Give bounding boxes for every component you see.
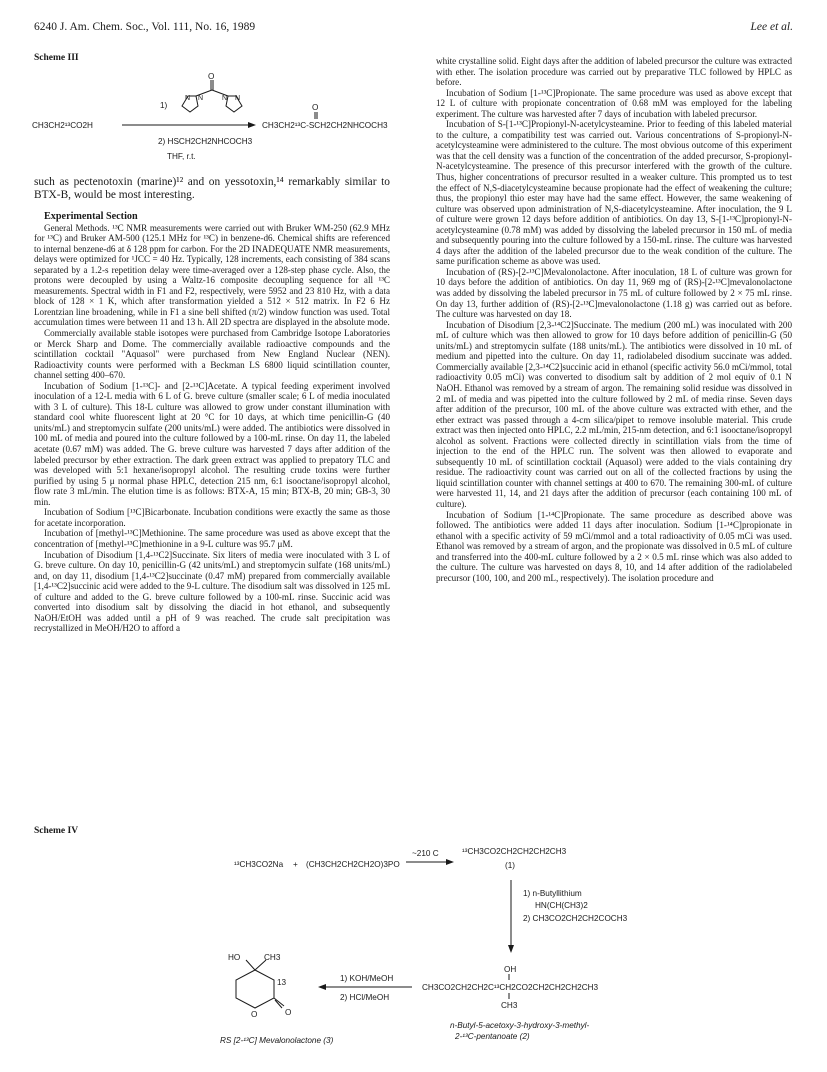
scheme4-temp: ~210 C bbox=[412, 849, 439, 858]
scheme4-o-carbonyl: O bbox=[285, 1008, 292, 1017]
scheme3-step2: 2) HSCH2CH2NHCOCH3 bbox=[158, 137, 253, 146]
succinate-paragraph: Incubation of Disodium [1,4-¹³C2]Succinate. Six liters of media were inoculated with 3 L of G. breve culture. On day 10, penicillin-G (42 units/mL) and streptomycin sulfate (168 units/mL) and, on day 11, disodium [1,4-¹³C2]succinate (0.47 mM) prepared from commercially available [1,4-¹³C2]succinic acid were added to the 9-L culture. The disodium salt was dissolved in 125 mL of culture and added to the G. breve culture followed by a 100-mL rinse. Succinic acid was converted into disodium salt by dissolving the diacid in hot ethanol, and subsequently NaOH/EtOH was added until a pH of 9 was reached. The crude salt precipitation was recrystallized in MeOH/H2O to afford a bbox=[34, 549, 390, 634]
scheme4-ho: HO bbox=[228, 953, 241, 962]
scheme-3-diagram bbox=[30, 68, 400, 168]
scheme4-rev2: 2) HCl/MeOH bbox=[340, 993, 390, 1002]
svg-text:N: N bbox=[222, 95, 228, 102]
scheme4-step1b: HN(CH(CH3)2 bbox=[535, 901, 588, 910]
scheme-3-label: Scheme III bbox=[34, 53, 79, 63]
scheme4-o-ring: O bbox=[251, 1010, 258, 1019]
scheme4-step2: 2) CH3CO2CH2CH2COCH3 bbox=[523, 914, 628, 923]
left-column bbox=[34, 170, 390, 634]
right-column bbox=[436, 56, 792, 583]
author-header: Lee et al. bbox=[750, 21, 793, 33]
scheme4-step1: 1) n-Butyllithium bbox=[523, 889, 582, 898]
scheme4-product2-name: n-Butyl-5-acetoxy-3-hydroxy-3-methyl- bbox=[450, 1021, 590, 1030]
scheme-4-diagram bbox=[150, 840, 810, 1055]
arrow-head-icon bbox=[508, 945, 514, 953]
svg-text:N: N bbox=[185, 95, 191, 102]
scheme3-product: CH3CH2¹³C-SCH2CH2NHCOCH3 bbox=[262, 121, 388, 130]
scheme4-reagent-a: ¹³CH3CO2Na bbox=[234, 860, 284, 869]
scheme4-oh: OH bbox=[504, 965, 517, 974]
scheme3-step3: THF, r.t. bbox=[167, 152, 196, 161]
arrow-head-icon bbox=[446, 859, 454, 865]
scheme4-product1-num: (1) bbox=[505, 861, 516, 870]
arrow-head-icon bbox=[248, 122, 256, 128]
c14-propionate-paragraph: Incubation of Sodium [1-¹⁴C]Propionate. The same procedure as described above was followed. The antibiotics were added 11 days after inoculation. Sodium [1-¹⁴C]propionate in ethanol with a specific activity of 59 mCi/mmol and a total radioactivity of 0.05 mCi was used. Ethanol was removed by a stream of argon, and the propionate was dissolved in 0.5 mL of culture and transferred into the 400-mL culture followed by a 2 × 0.5 mL rinse which was also added to the culture. The culture was harvested on days 8, 10, and 14 after addition of the radiolabeled precursor (100, 100, and 200 mL, respectively). The isolation procedure and bbox=[436, 509, 792, 583]
c14-succinate-paragraph: Incubation of Disodium [2,3-¹⁴C2]Succinate. The medium (200 mL) was inoculated with 200 mL of culture which was then allowed to grow for 10 days before addition of penicillin-G (50 units/mL) and streptomycin sulfate (188 units/mL). The antibiotics were dissolved in 10 mL of medium and pipetted into the culture. On day 11, radiolabeled disodium succinate was added. Commercially available [2,3-¹⁴C2]succinic acid in ethanol (specific activity 56.0 mCi/mmol, total radioactivity 0.05 mCi) was converted to disodium salt by addition of 2 mol equiv of 0.1 N NaOH. Ethanol was removed by a stream of argon. The remaining solid residue was dissolved in 2 mL of media and was pipetted into the culture followed by 2 mL of media rinse. Seven days after addition of the precursor, 100 mL of the above culture was extracted with ether, and the ether extract was passed through a 4-cm silica/pipet to remove insoluble material. This crude extract was then injected onto HPLC, 2.2 mL/min, 215-nm detection, and 6:1 isooctane/isopropyl alcohol as solvent. Fractions were collected directly in scintillation vials from the time of injection to the end of the HPLC run. The solvent was then allowed to evaporate and subsequently 10 mL of scintillation cocktail (Aquasol) were added to the vials containing dry residue. The radioactivity count was carried out on all of the collected fractions by using the liquid scintillation counter with channel settings at 400 to 670. The remaining 300-mL of culture were harvested 11, 14, and 21 days after the addition of precursor (each containing 100 mL of culture). bbox=[436, 319, 792, 509]
svg-text:O: O bbox=[312, 103, 319, 112]
propionate-paragraph: Incubation of Sodium [1-¹³C]Propionate. The same procedure was used as above except that 12 L of culture with propionate concentration of 0.68 mM was employed for the labeling experiment. The culture was harvested after 7 days of incubation with labeled precursor. bbox=[436, 87, 792, 119]
svg-text:N: N bbox=[198, 95, 204, 102]
carbonyldiimidazole-structure bbox=[182, 80, 242, 112]
continuation-paragraph: white crystalline solid. Eight days after the addition of labeled precursor the culture was extracted with ether. The isolation procedure was carried out by preparative TLC followed by HPLC as before. bbox=[436, 56, 792, 88]
arrow-head-icon bbox=[318, 984, 326, 990]
isotopes-paragraph: Commercially available stable isotopes were purchased from Cambridge Isotope Laboratories or Merck Sharp and Dome. The commercially available radioactive compounds and the scintillation cocktail "Aquasol" were purchased from New England Nuclear (NEN). Radioactivity counts were performed with a Beckman LS 6800 liquid scintillation counter, channel setting 400–670. bbox=[34, 328, 390, 381]
scheme4-mev-name: RS [2-¹³C] Mevalonolactone (3) bbox=[220, 1036, 334, 1045]
section-heading: Experimental Section bbox=[44, 211, 138, 222]
general-methods-paragraph: General Methods. ¹³C NMR measurements were carried out with Bruker WM-250 (62.9 MHz for ¹³C) and Bruker AM-500 (125.1 MHz for ¹³C) in benzene-d6. Chemical shifts are referenced to internal benzene-d6 at δ 128 ppm for carbon. For the 2D INADEQUATE NMR measurements, delays were optimized for ¹JCC = 40 Hz. Typically, 128 increments, each consisting of 384 scans separated by a 1.2-s repetition delay were time-averaged over a 128-step phase cycle. Also, the protons were decoupled by using a Waltz-16 composite decoupling sequence for all ¹³C measurements. Spectral width in F1 and F2, respectively, were 5952 and 23 810 Hz, with a data block of 128 × 1 K, which after transformation yielded a 512 × 512 matrix. In F2 6 Hz Lorentzian line broadening, while in F1 a sine bell shifted (π/2) window function was used. Total accumulation times were between 11 and 13 h. All 2D spectra are displayed in the absolute mode. bbox=[34, 222, 390, 328]
journal-header: 6240 J. Am. Chem. Soc., Vol. 111, No. 16, 1989 bbox=[34, 21, 256, 33]
scheme3-step1: 1) bbox=[160, 101, 168, 110]
intro-paragraph: such as pectenotoxin (marine)¹² and on yessotoxin,¹⁴ remarkably similar to BTX-B, would be most interesting. bbox=[34, 176, 390, 201]
methionine-paragraph: Incubation of [methyl-¹³C]Methionine. The same procedure was used as above except that the concentration of [methyl-¹³C]methionine in a 9-L culture was 95.7 μM. bbox=[34, 528, 390, 549]
scheme4-reagent-b: (CH3CH2CH2CH2O)3PO bbox=[306, 860, 400, 869]
scheme4-product2: CH3CO2CH2CH2C¹³CH2CO2CH2CH2CH2CH3 bbox=[422, 983, 599, 992]
svg-text:O: O bbox=[208, 72, 215, 81]
scheme4-ch3: CH3 bbox=[501, 1001, 518, 1010]
acetate-paragraph: Incubation of Sodium [1-¹³C]- and [2-¹³C]Acetate. A typical feeding experiment involved inoculation of a 12-L media with 6 L of G. breve culture (smaller scale; 6 L of media inoculated with 3 L of culture). This 18-L culture was allowed to grow under constant illumination with standard cool white fluorescent light at 20 °C for 10 days, at which time penicillin-G (40 units/mL) and streptomycin sulfate (200 units/mL) were added. The antibiotics were dissolved in 100 mL of media and poured into the culture followed by a 100-mL rinse. On day 11, the labeled acetate (0.67 mM) was added. The G. breve culture was harvested 7 days after addition of the labeled precursor by ether extraction. The dark green extract was applied to prepatory TLC and was developed with 5:1 hexane/isopropyl alcohol. The resulting crude toxins were further purified by using 5 μ normal phase HPLC, detection 215 nm, 6:1 isooctane/isopropyl alcohol, flow rate 3 mL/min. The elution time is as follows: BTX-A, 15 min; BTX-B, 20 min; GB-3, 30 min. bbox=[34, 380, 390, 507]
svg-text:N: N bbox=[235, 95, 241, 102]
scheme-4-label: Scheme IV bbox=[34, 826, 79, 836]
scheme3-reactant: CH3CH2¹³CO2H bbox=[32, 121, 93, 130]
bicarbonate-paragraph: Incubation of Sodium [¹³C]Bicarbonate. Incubation conditions were exactly the same as those for acetate incorporation. bbox=[34, 507, 390, 528]
scheme4-pos13: 13 bbox=[277, 978, 287, 987]
mevalonolactone-paragraph: Incubation of (RS)-[2-¹³C]Mevalonolactone. After inoculation, 18 L of culture was grown for 10 days before the addition of antibiotics. On day 11, 969 mg of (RS)-[2-¹³C]mevalonolactone was added by dissolving the labeled precursor in 75 mL of culture followed by 2 × 75 mL rinse. On day 13, further addition of (RS)-[2-¹³C]mevalonolactone (1.18 g) was carried out as before. The culture was harvested on day 18. bbox=[436, 266, 792, 320]
scheme4-rev1: 1) KOH/MeOH bbox=[340, 974, 394, 983]
scheme4-product2-name2: 2-¹³C-pentanoate (2) bbox=[455, 1032, 530, 1041]
scheme4-product1: ¹³CH3CO2CH2CH2CH2CH3 bbox=[462, 847, 567, 856]
cysteamine-paragraph: Incubation of S-[1-¹³C]Propionyl-N-acetylcysteamine. Prior to feeding of this labeled material to the culture, a compatibility test was carried out. Various concentrations of S-propionyl-N-acetylcysteamine were administered to the culture. The most obvious outcome of this experiment was that the cell density was a function of the concentration of the added precursor, S-propionyl-N-acetylcysteamine. The presence of this precursor interfered with the growth of the culture. Thus, higher concentrations of precursor resulted in a weaker culture. This prompted us to test the effect of N,S-diacetylcysteamine because propionate had the effect of weakening the culture; thus, the propionyl thio ester may have had the same effect. However, the same weakening of culture was observed upon administration of N,S-diacetylcysteamine. After inoculation, the 9 L of culture were grown 12 days before addition of antibiotics. On day 13, S-[1-¹³C]propionyl-N-acetylcysteamine (0.78 mM) was added by dissolving the labeled precursor in 150 mL of media and subsequently pouring into the culture followed by a 150-mL rinse. The culture was harvested 4 days after the addition of the labeled precursor due to the weak condition of the culture. The same purification scheme as above was used. bbox=[436, 119, 792, 267]
scheme4-ch3-ring: CH3 bbox=[264, 953, 281, 962]
scheme4-plus: + bbox=[293, 860, 298, 869]
